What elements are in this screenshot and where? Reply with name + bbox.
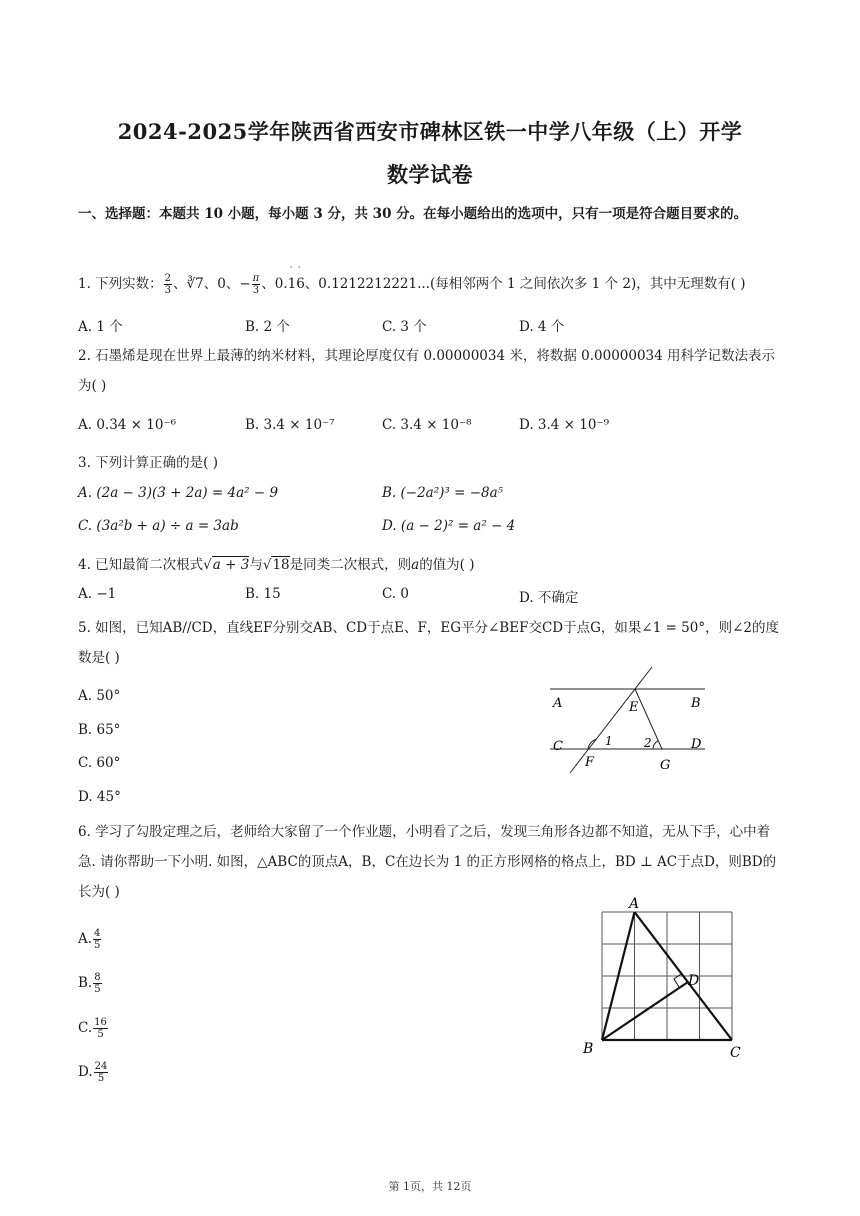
q4-text-1: 4. 已知最简二次根式 (78, 557, 204, 573)
page-footer: 第 1页，共 12页 (388, 1180, 472, 1193)
square-grid (602, 912, 732, 1040)
question-2-stem: 2. 石墨烯是现在世界上最薄的纳米材料，其理论厚度仅有 0.00000034 米，将数据 0.00000034 用科学记数法表示为( ) (78, 348, 776, 394)
frac-num: 24 (94, 1061, 108, 1072)
frac-den: 5 (94, 984, 101, 995)
q6-option-b[interactable] (78, 972, 103, 995)
grid-triangle-figure (575, 895, 750, 1065)
label-c: C (730, 1045, 741, 1061)
q5-option-c[interactable]: C. 60° (78, 755, 121, 771)
q6-option-d[interactable] (78, 1061, 109, 1084)
fraction-two-thirds (164, 273, 172, 296)
q2-option-d[interactable]: D. 3.4 × 10⁻⁹ (519, 417, 610, 433)
q2-option-c[interactable]: C. 3.4 × 10⁻⁸ (382, 417, 472, 433)
frac-den: 5 (94, 940, 101, 951)
repeat-dots: ˙ ˙ (288, 266, 302, 277)
frac-den: 3 (164, 285, 172, 296)
fraction-pi-thirds (252, 273, 261, 296)
question-4-stem (78, 553, 475, 573)
cube-root: ∛7 (186, 276, 204, 292)
repeat-digits: 16 (287, 276, 305, 292)
q3-option-a[interactable]: A. (2a − 3)(3 + 2a) = 4a² − 9 (78, 485, 279, 501)
q1-text-prefix: 1. 下列实数： (78, 276, 163, 292)
q1-text-rest1: 、0. (261, 276, 288, 292)
label-f: F (585, 755, 595, 770)
label-g: G (660, 758, 671, 773)
angle-2-arc (653, 741, 658, 749)
label-1: 1 (605, 734, 613, 748)
q6-option-c[interactable] (78, 1017, 109, 1040)
radicand-18: 18 (272, 557, 290, 573)
q4-text-4: 的值为( ) (419, 557, 475, 573)
q5-option-b[interactable]: B. 65° (78, 722, 121, 738)
q1-option-c[interactable]: C. 3 个 (382, 319, 427, 335)
question-3-stem: 3. 下列计算正确的是( ) (78, 455, 218, 471)
question-1-stem (78, 266, 746, 296)
q4-text-3: 是同类二次根式，则 (289, 557, 412, 573)
q4-text-2: 与 (249, 557, 263, 573)
q3-option-b[interactable]: B. (−2a²)³ = −8a⁵ (382, 485, 504, 501)
option-letter: A. (78, 931, 93, 947)
label-e: E (629, 700, 639, 715)
option-fraction (93, 1017, 108, 1040)
q3-option-c[interactable]: C. (3a²b + a) ÷ a = 3ab (78, 518, 239, 534)
frac-den: 3 (252, 285, 260, 296)
option-letter: C. (78, 1020, 93, 1036)
sqrt-sign: √ (203, 557, 212, 573)
label-d: D (688, 973, 700, 989)
option-letter: B. (78, 975, 93, 991)
document-title-line2: 数学试卷 (387, 162, 473, 187)
question-5-stem: 5. 如图，已知AB//CD，直线EF分别交AB、CD于点E、F，EG平分∠BEF交CD于点G，如果∠1 = 50°，则∠2的度数是( ) (78, 620, 780, 666)
frac-num: π (252, 273, 260, 284)
parallel-lines-figure (545, 665, 715, 780)
label-d: D (691, 737, 702, 752)
radicand-a-plus-3: a + 3 (212, 557, 250, 573)
frac-num: 8 (94, 972, 101, 983)
q2-option-b[interactable]: B. 3.4 × 10⁻⁷ (245, 417, 335, 433)
q4-option-b[interactable]: B. 15 (245, 586, 281, 602)
frac-den: 5 (97, 1029, 104, 1040)
q5-option-a[interactable]: A. 50° (78, 688, 121, 704)
frac-num: 4 (94, 928, 101, 939)
option-letter: D. (78, 1064, 93, 1080)
q1-option-a[interactable]: A. 1 个 (78, 319, 123, 335)
repeating-decimal (287, 266, 305, 292)
q4-option-c[interactable]: C. 0 (382, 586, 410, 602)
frac-num: 2 (164, 273, 172, 284)
q2-option-a[interactable]: A. 0.34 × 10⁻⁶ (78, 417, 177, 433)
option-fraction (94, 1061, 109, 1084)
section-heading: 一、选择题：本题共 10 小题，每小题 3 分，共 30 分。在每小题给出的选项中，只有一项是符合题目要求的。 (78, 206, 748, 222)
line-ef (570, 667, 652, 773)
sqrt-sign: √ (262, 557, 272, 573)
label-b: B (691, 696, 701, 711)
option-fraction (93, 928, 101, 951)
frac-den: 5 (97, 1073, 105, 1084)
label-c: C (553, 739, 563, 754)
label-b: B (583, 1041, 594, 1057)
q1-text-middle: 、0、− (203, 276, 251, 292)
option-fraction (93, 972, 101, 995)
document-title-line1: 2024-2025学年陕西省西安市碑林区铁一中学八年级（上）开学 (117, 119, 743, 144)
q1-sep: 、 (173, 276, 187, 292)
q4-option-a[interactable]: A. −1 (78, 586, 117, 602)
label-a: A (629, 896, 640, 912)
label-a: A (553, 696, 563, 711)
q6-option-a[interactable] (78, 928, 102, 951)
q3-option-d[interactable]: D. (a − 2)² = a² − 4 (382, 518, 516, 534)
frac-num: 16 (94, 1017, 107, 1028)
q1-option-d[interactable]: D. 4 个 (519, 319, 565, 335)
question-6-stem: 6. 学习了勾股定理之后，老师给大家留了一个作业题，小明看了之后，发现三角形各边都不知道，无从下手，心中着急. 请你帮助一下小明. 如图，△ABC的顶点A，B，C在边长为 1 的正方形网格的格点上，BD ⊥ AC于点D，则BD的长为( ) (78, 824, 777, 900)
q1-option-b[interactable]: B. 2 个 (245, 319, 290, 335)
q4-variable: a (411, 557, 420, 573)
q1-text-rest2: 、0.1212212221...(每相邻两个 1 之间依次多 1 个 2)，其中无理数有( ) (304, 276, 746, 292)
label-2: 2 (644, 736, 652, 750)
q4-option-d[interactable]: D. 不确定 (519, 590, 579, 606)
q5-option-d[interactable]: D. 45° (78, 789, 121, 805)
